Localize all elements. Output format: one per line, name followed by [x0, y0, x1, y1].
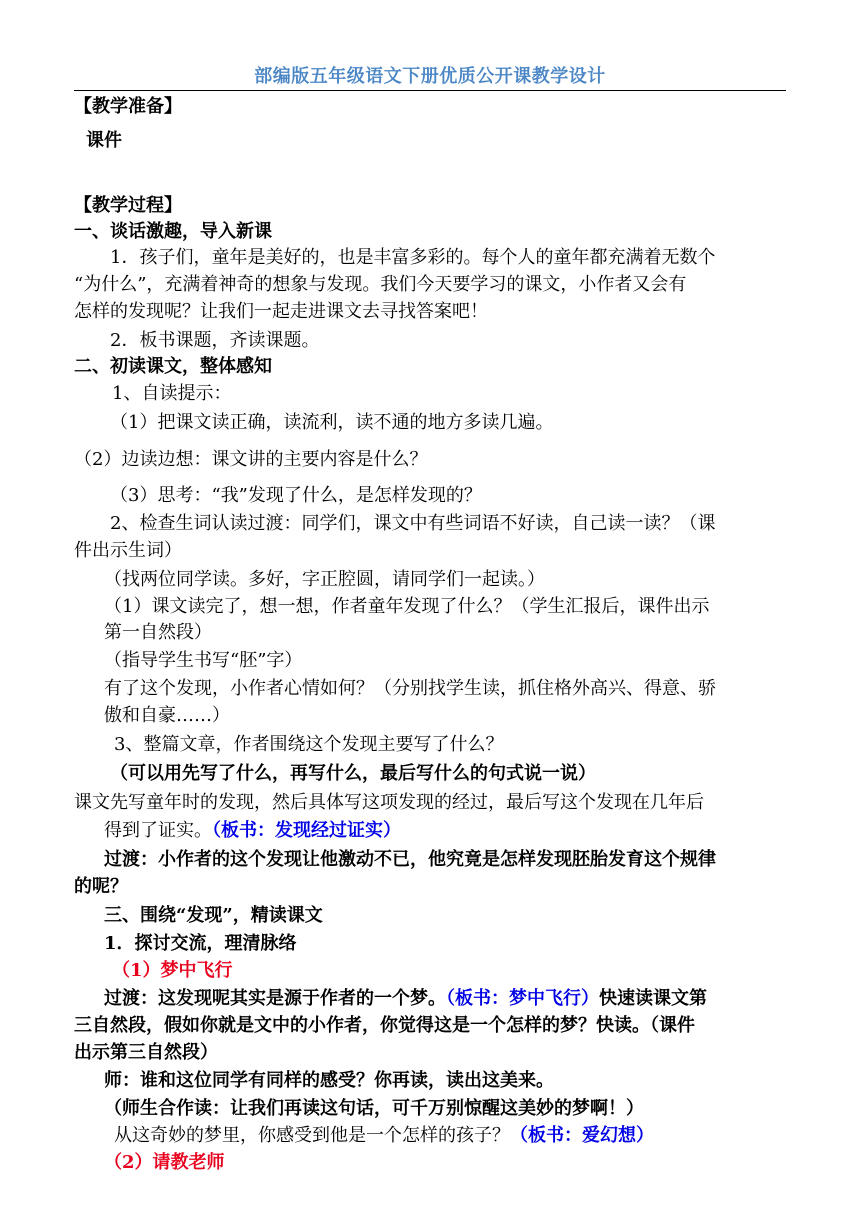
paragraph-line: 课文先写童年时的发现，然后具体写这项发现的经过，最后写这个发现在几年后 [74, 792, 704, 813]
paragraph-text: 得到了证实。 [104, 820, 212, 841]
paragraph-line: （3）思考：“我”发现了什么，是怎样发现的？ [110, 485, 482, 506]
subsection-red-heading: （2）请教老师 [104, 1152, 225, 1173]
subsection-red-heading: （1）梦中飞行 [112, 960, 233, 981]
paragraph-line: 第一自然段） [104, 622, 212, 643]
paragraph-line-bold: 出示第三自然段） [74, 1042, 218, 1063]
paragraph-line: 有了这个发现，小作者心情如何？（分别找学生读，抓住格外高兴、得意、骄 [104, 678, 716, 699]
paragraph-line: 3、整篇文章，作者围绕这个发现主要写了什么？ [114, 734, 504, 755]
section-2-heading: 二、初读课文，整体感知 [74, 356, 272, 377]
teaching-process-heading: 【教学过程】 [74, 195, 182, 216]
header-divider [74, 90, 786, 91]
paragraph-line: 1、自读提示： [112, 383, 232, 404]
paragraph-text: 过渡：这发现呢其实是源于作者的一个梦。 [104, 988, 446, 1009]
paragraph-line-bold: 三自然段，假如你就是文中的小作者，你觉得这是一个怎样的梦？快读。（课件 [74, 1015, 695, 1036]
paragraph-line: （找两位同学读。多好，字正腔圆，请同学们一起读。） [104, 569, 545, 590]
paragraph-line-bold: （师生合作读：让我们再读这句话，可千万别惊醒这美妙的梦啊！） [104, 1098, 644, 1119]
section-3-heading: 三、围绕“发现”，精读课文 [104, 905, 323, 926]
paragraph-text: 从这奇妙的梦里，你感受到他是一个怎样的孩子？ [114, 1125, 510, 1146]
page-header-title: 部编版五年级语文下册优质公开课教学设计 [254, 66, 606, 87]
paragraph-line-bold: 师：谁和这位同学有同样的感受？你再读，读出这美来。 [104, 1070, 554, 1091]
paragraph-line-bold: 过渡：小作者的这个发现让他激动不已，他究竟是怎样发现胚胎发育这个规律 [104, 849, 716, 870]
board-note: （板书：爱幻想） [510, 1125, 654, 1146]
paragraph-line-bold: （可以用先写了什么，再写什么，最后写什么的句式说一说） [110, 763, 596, 784]
teaching-prep-body: 课件 [86, 130, 122, 151]
paragraph-line: （指导学生书写“胚”字） [104, 650, 303, 671]
paragraph-line-bold: 的呢？ [74, 876, 128, 897]
paragraph-line [114, 1123, 654, 1149]
paragraph-line: 1．孩子们，童年是美好的，也是丰富多彩的。每个人的童年都充满着无数个 [110, 247, 716, 268]
paragraph-text: 快速读课文第 [599, 988, 707, 1009]
paragraph-line: 2．板书课题，齐读课题。 [110, 330, 320, 351]
paragraph-line: 2、检查生词认读过渡：同学们，课文中有些词语不好读，自己读一读？（课 [110, 513, 716, 534]
paragraph-line-bold [104, 986, 707, 1012]
board-note: （板书：梦中飞行） [446, 988, 599, 1009]
paragraph-line [104, 818, 401, 844]
paragraph-line: 傲和自豪……） [104, 705, 230, 726]
paragraph-line: （1）把课文读正确，读流利，读不通的地方多读几遍。 [110, 412, 554, 433]
paragraph-line: （1）课文读完了，想一想，作者童年发现了什么？（学生汇报后，课件出示 [104, 596, 710, 617]
teaching-prep-heading: 【教学准备】 [74, 96, 182, 117]
board-note: （板书：发现经过证实） [212, 820, 401, 841]
subsection-heading: 1．探讨交流，理清脉络 [104, 933, 297, 954]
section-1-heading: 一、谈话激趣，导入新课 [74, 221, 272, 242]
paragraph-line: “为什么”，充满着神奇的想象与发现。我们今天要学习的课文，小作者又会有 [74, 274, 687, 295]
paragraph-line: 怎样的发现呢？让我们一起走进课文去寻找答案吧！ [74, 301, 488, 322]
paragraph-line: 件出示生词） [74, 540, 182, 561]
paragraph-line: （2）边读边想：课文讲的主要内容是什么？ [74, 449, 428, 470]
